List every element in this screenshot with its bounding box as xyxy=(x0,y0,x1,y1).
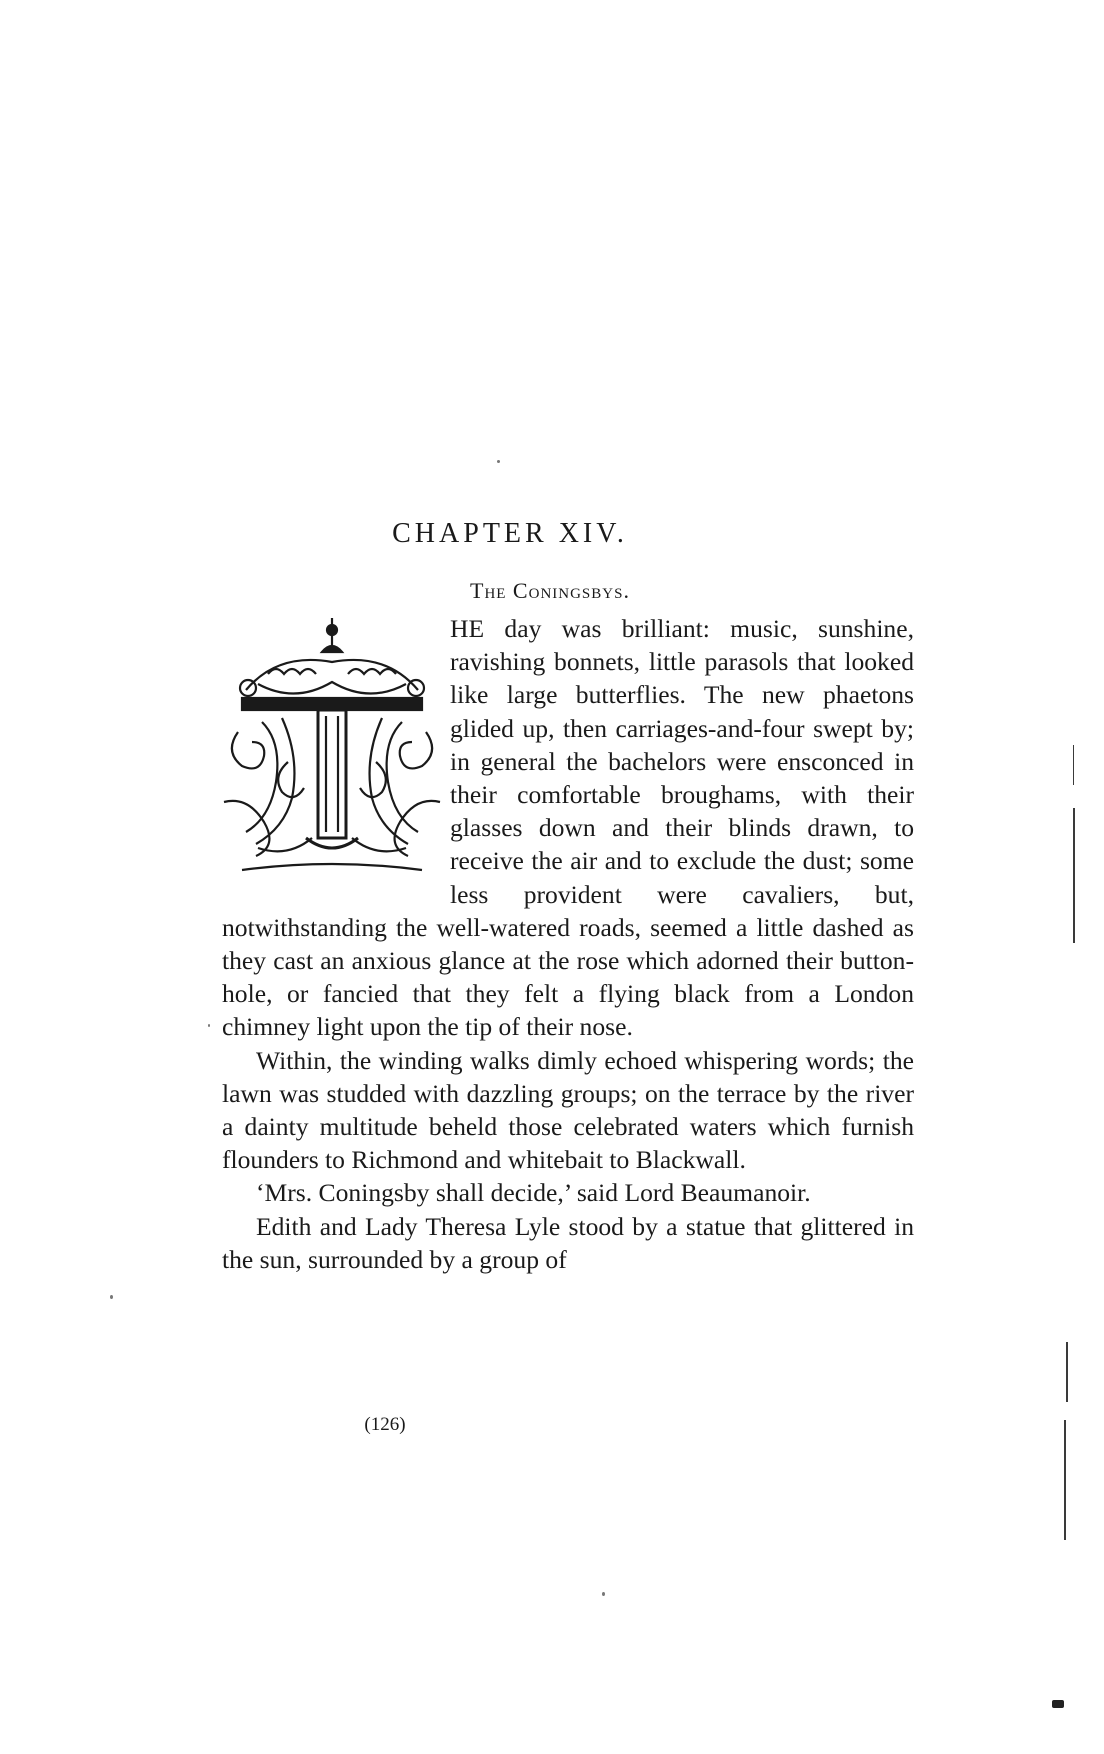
chapter-subtitle: The Coningsbys. xyxy=(470,578,630,603)
scan-speck xyxy=(1052,1700,1064,1708)
paragraph-2: Within, the winding walks dimly echoed whispering words; the lawn was studded with dazzling groups; on the terrace by the river a dainty multitude beheld those celebrated waters which furnish flounders to Richmond and whitebait to Blackwall. xyxy=(222,1045,914,1175)
paragraph-1: HE day was brilliant: music, sunshine, ravishing bonnets, little parasols that looked like large butterflies. The new phaetons glided up, then carriages-and-four swept by; in general the bachelors were ensconced in their comfortable broughams, with their glasses down and their blinds drawn, to receive the air and to exclude the dust; some less provident were cavaliers, but, notwithstanding the well-watered roads, seemed a little dashed as they cast an anxious glance at the rose which adorned their button-hole, or fancied that they felt a flying black from a London chimney light upon the tip of their nose. xyxy=(222,614,914,1042)
scan-edge-mark xyxy=(1073,808,1075,943)
paragraph-4: Edith and Lady Theresa Lyle stood by a statue that glittered in the sun, surrounded by a group of xyxy=(222,1211,914,1274)
scan-edge-mark xyxy=(1064,1420,1066,1540)
page-number: (126) xyxy=(364,1414,406,1435)
scan-speck xyxy=(208,1024,210,1027)
ornamental-drop-cap-T xyxy=(218,612,444,880)
scan-speck xyxy=(497,460,500,463)
chapter-heading: CHAPTER XIV. xyxy=(392,518,628,549)
scan-speck xyxy=(602,1592,605,1596)
scan-edge-mark xyxy=(1073,745,1074,785)
scan-edge-mark xyxy=(1066,1342,1068,1402)
paragraph-3: ‘Mrs. Coningsby shall decide,’ said Lord Beaumanoir. xyxy=(256,1178,811,1208)
body-text xyxy=(222,612,914,1276)
scan-speck xyxy=(110,1295,113,1299)
